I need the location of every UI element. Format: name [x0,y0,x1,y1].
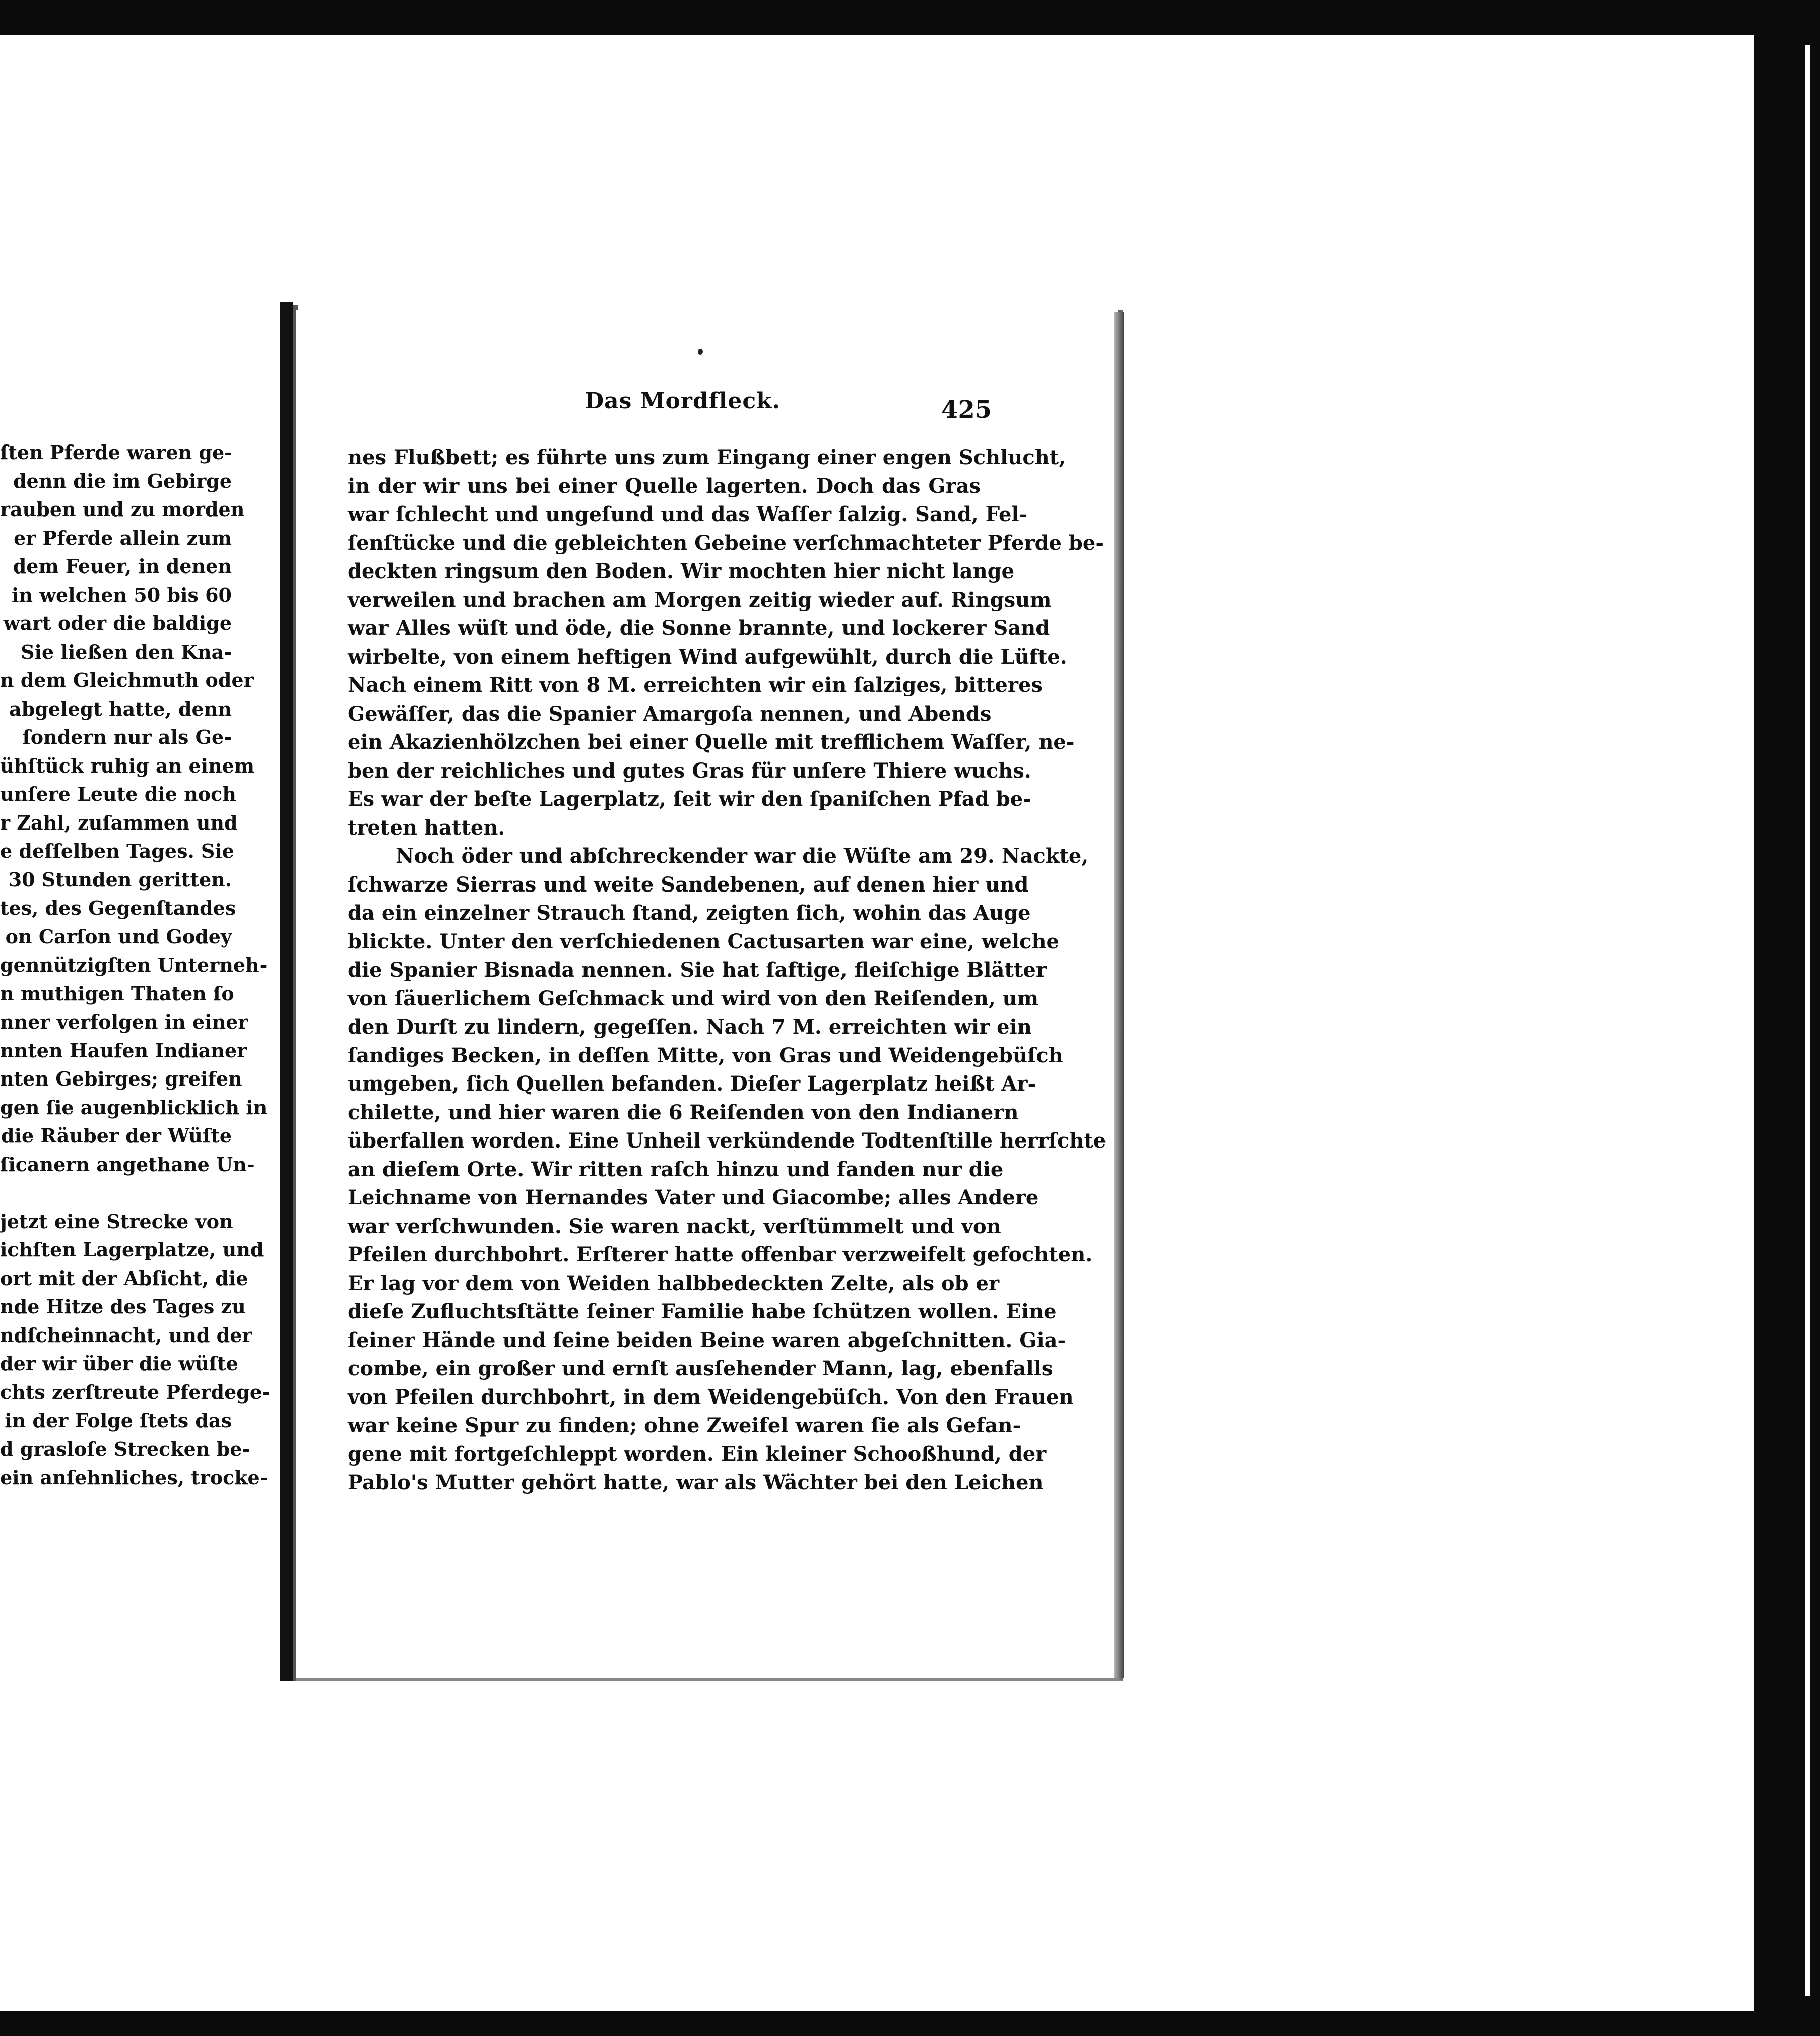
text-line: Es war der beſte Lagerplatz, ſeit wir den ſpaniſchen Pfad be- [348,787,1031,811]
text-line: war ſchlecht und ungeſund und das Waſſer ſalzig. Sand, Fel- [348,502,1028,526]
facing-page-line: wart oder die baldige [3,612,232,634]
text-line: Noch öder und abſchreckender war die Wüſte am 29. Nackte, [396,844,1089,868]
running-title: Das Mordfleck. [584,388,781,414]
text-line: war keine Spur zu finden; ohne Zweifel waren ſie als Gefan- [348,1414,1021,1437]
facing-page-line: er Pferde allein zum [14,526,232,549]
facing-page-fragment [0,302,282,1688]
facing-page-line: ein anſehnliches, trocke- [0,1466,268,1489]
text-line: nes Flußbett; es führte uns zum Eingang einer engen Schlucht, [348,446,1066,469]
text-line: blickte. Unter den verſchiedenen Cactusarten war eine, welche [348,929,1059,953]
text-line: in der wir uns bei einer Quelle lagerten. Doch das Gras [348,474,981,498]
scan-border-top [0,0,1820,35]
facing-page-line: jetzt eine Strecke von [0,1210,233,1233]
text-line: wirbelte, von einem heftigen Wind aufgewühlt, durch die Lüfte. [348,645,1067,669]
facing-page-line: ſondern nur als Ge- [22,726,232,748]
facing-page-line: in welchen 50 bis 60 [11,583,232,606]
scan-border-gap [1805,45,1810,1996]
facing-page-line: nten Gebirges; greifen [0,1067,242,1090]
facing-page-line: ichſten Lagerplatze, und [0,1238,264,1261]
text-line: ben der reichliches und gutes Gras für unſere Thiere wuchs. [348,758,1031,783]
text-line: von ſäuerlichem Geſchmack und wird von den Reiſenden, um [348,986,1039,1010]
text-line: an dieſem Orte. Wir ritten raſch hinzu und fanden nur die [348,1157,1004,1181]
facing-page-line: ſicanern angethane Un- [0,1153,255,1176]
text-line: von Pfeilen durchbohrt, in dem Weidengebüſch. Von den Frauen [348,1385,1074,1409]
facing-page-line: abgelegt hatte, denn [9,697,232,720]
facing-page-line: ort mit der Abſicht, die [0,1266,248,1290]
facing-page-line: on Carſon und Godey [5,925,232,948]
facing-page-line: ndſcheinnacht, und der [0,1323,252,1347]
page-edge-shadow [1114,312,1124,1678]
text-line: chilette, und hier waren die 6 Reiſenden von den Indianern [348,1100,1019,1124]
facing-page-line: der wir über die wüſte [0,1352,238,1375]
facing-page-line: dem Feuer, in denen [13,555,232,578]
facing-page-line: unſere Leute die noch [0,783,236,805]
facing-page-line: 30 Stunden geritten. [8,868,232,891]
facing-page-line: nner verfolgen in einer [0,1010,248,1033]
facing-page-line: r Zahl, zuſammen und [0,811,238,834]
text-line: gene mit fortgeſchleppt worden. Ein kleiner Schooßhund, der [348,1442,1047,1466]
text-line: überfallen worden. Eine Unheil verkündende Todtenſtille herrſchte [348,1129,1107,1153]
text-line: ſeiner Hände und ſeine beiden Beine waren abgeſchnitten. Gia- [348,1328,1066,1352]
facing-page-line: nnten Haufen Indianer [0,1039,247,1062]
text-line: da ein einzelner Strauch ſtand, zeigten ſich, wohin das Auge [348,901,1031,925]
facing-page-line: ſten Pferde waren ge- [0,441,232,464]
text-line: war Alles wüſt und öde, die Sonne brannte, und lockerer Sand [348,616,1050,640]
text-line: war verſchwunden. Sie waren nackt, verſtümmelt und von [348,1214,1001,1238]
text-line: combe, ein großer und ernſt ausſehender Mann, lag, ebenfalls [348,1357,1053,1380]
facing-page-line: e deſſelben Tages. Sie [0,840,234,862]
facing-page-line: ühſtück ruhig an einem [0,754,255,777]
ink-speck [698,349,703,355]
text-line: deckten ringsum den Boden. Wir mochten hier nicht lange [348,559,1015,583]
facing-page-line: die Räuber der Wüſte [1,1124,232,1147]
text-line: die Spanier Bisnada nennen. Sie hat ſaftige, fleiſchige Blätter [348,958,1047,982]
text-line: ſandiges Becken, in deſſen Mitte, von Gras und Weidengebüſch [348,1043,1063,1067]
text-line: den Durſt zu lindern, gegeſſen. Nach 7 M. erreichten wir ein [348,1015,1032,1039]
text-line: Gewäſſer, das die Spanier Amargoſa nennen, und Abends [348,702,992,726]
text-line: umgeben, ſich Quellen befanden. Dieſer Lagerplatz heißt Ar- [348,1072,1036,1096]
scan-border-right [1754,0,1820,2036]
facing-page-line: rauben und zu morden [0,498,245,521]
facing-page-line: tes, des Gegenſtandes [0,897,236,919]
text-line: ſchwarze Sierras und weite Sandebenen, auf denen hier und [348,872,1029,897]
text-line: ſenſtücke und die gebleichten Gebeine verſchmachteter Pferde be- [348,531,1104,555]
scan-border-bottom [0,2011,1820,2036]
text-line: Er lag vor dem von Weiden halbbedeckten Zelte, als ob er [348,1271,1000,1295]
text-line: dieſe Zufluchtsſtätte ſeiner Familie habe ſchützen wollen. Eine [348,1300,1057,1323]
facing-page-line: denn die im Gebirge [13,469,232,492]
text-line: Leichname von Hernandes Vater und Giacombe; alles Andere [348,1186,1039,1210]
page-body-text [348,443,1107,1497]
text-line: Pfeilen durchbohrt. Erſterer hatte offenbar verzweifelt gefochten. [348,1243,1093,1266]
facing-page-line: chts zerſtreute Pferdege- [0,1380,270,1404]
facing-page-line: gennützigſten Unterneh- [0,953,268,976]
facing-page-line: d grasloſe Strecken be- [0,1437,250,1460]
facing-page-text [0,438,270,1492]
facing-page-line [0,1179,232,1207]
facing-page-line: nde Hitze des Tages zu [0,1295,246,1318]
text-line: verweilen und brachen am Morgen zeitig wieder auf. Ringsum [348,588,1052,612]
facing-page-line: n dem Gleichmuth oder [0,669,254,691]
facing-page-line: in der Folge ſtets das [5,1409,232,1432]
text-line: ein Akazienhölzchen bei einer Quelle mit trefflichem Waſſer, ne- [348,730,1075,754]
text-line: Nach einem Ritt von 8 M. erreichten wir ein ſalziges, bitteres [348,673,1043,697]
book-gutter [280,302,293,1681]
text-line: treten hatten. [348,815,505,840]
page-number: 425 [941,396,992,424]
facing-page-line: gen ſie augenblicklich in [0,1096,268,1119]
text-line: Pablo's Mutter gehört hatte, war als Wächter bei den Leichen [348,1471,1044,1494]
facing-page-line: Sie ließen den Kna- [21,640,232,663]
facing-page-line: n muthigen Thaten ſo [0,982,234,1005]
